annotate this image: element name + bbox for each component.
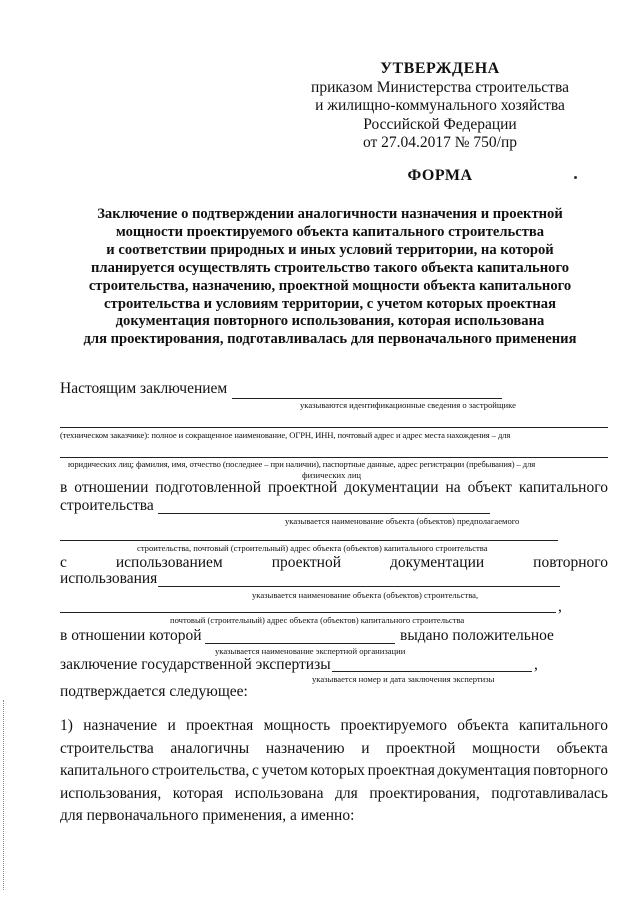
word: подготавливалась [491, 784, 608, 802]
comma: , [534, 656, 538, 673]
approval-line: Российской Федерации [363, 115, 517, 133]
stray-dot [574, 176, 577, 179]
developer-field-line-3[interactable] [60, 457, 608, 458]
paragraph-line [60, 715, 608, 738]
object-field-line-2[interactable] [60, 540, 558, 541]
document-title [60, 206, 600, 349]
hint-reuse: почтовый (строительный) адрес объекта (объектов) капитального строительства [170, 615, 465, 625]
word: отношении [74, 479, 149, 496]
approval-line: и жилищно-коммунального хозяйства [315, 97, 565, 114]
word: и [361, 739, 370, 757]
word: аналогичны [170, 739, 250, 757]
title-line: документация повторного использования, которая использована [115, 313, 545, 330]
word: капитального [60, 762, 150, 779]
word: назначение [83, 717, 158, 734]
scan-edge-marks [3, 700, 6, 890]
paragraph-line [60, 783, 608, 806]
approval-block [300, 60, 580, 153]
word: документации [389, 554, 485, 571]
hint-developer: физических лиц [302, 470, 362, 480]
comma: , [558, 598, 562, 615]
word: с [60, 554, 67, 571]
state-expertise-text: заключение государственной экспертизы [60, 656, 331, 673]
construction-text: строительства [60, 497, 154, 514]
approval-line: от 27.04.2017 № 750/пр [362, 134, 518, 151]
form-label: ФОРМА [407, 167, 473, 184]
word: повторного [533, 554, 608, 571]
word: проектирования, [369, 784, 480, 802]
hint-expertise-number: указывается номер и дата заключения экспертизы [312, 674, 495, 684]
word: подготовленной [155, 479, 262, 496]
word: документации [344, 479, 439, 496]
word: капитального [518, 717, 608, 734]
hint-developer: указываются идентификационные сведения о застройщике [300, 400, 516, 410]
hint-developer: (техническом заказчике): полное и сокращенное наименование, ОГРН, ИНН, почтовый адрес и адрес места нахождения – для [60, 430, 511, 440]
paragraph-line [60, 760, 608, 783]
word: объекта [556, 739, 608, 757]
title-line: и соответствии природных и иных условий территории, на которой [106, 241, 554, 258]
developer-field-line-2[interactable] [60, 427, 608, 428]
reuse-field-line[interactable] [158, 586, 560, 587]
developer-field-line[interactable] [232, 398, 502, 399]
object-field-line[interactable] [158, 513, 490, 514]
word: использования, [60, 784, 162, 802]
expertise-number-field-line[interactable] [332, 671, 532, 672]
word: 1) [60, 717, 73, 734]
regarding-doc-line [60, 479, 608, 497]
title-line: Заключение о подтверждении аналогичности назначения и проектной [97, 206, 563, 222]
word: проектируемого [340, 717, 447, 734]
word: в [60, 479, 68, 496]
word: капитального [518, 479, 608, 496]
word: на [445, 479, 461, 496]
word: мощность [263, 717, 331, 734]
word: назначению [265, 739, 345, 757]
word: строительства [60, 739, 154, 757]
word: мощности [472, 739, 540, 757]
title-line: строительства и условиям территории, с учетом которых проектная [104, 295, 556, 312]
word: объекта [457, 717, 509, 734]
approval-heading: УТВЕРЖДЕНА [380, 60, 500, 77]
expert-org-field-line[interactable] [205, 643, 395, 644]
paragraph-line [60, 738, 608, 761]
word: проектная [367, 762, 435, 779]
title-line: мощности проектируемого объекта капитального строительства [115, 223, 545, 240]
word: которая [172, 784, 224, 802]
item-1-paragraph [60, 715, 608, 828]
word: использованием [115, 554, 223, 571]
intro-text: Настоящим заключением [60, 380, 228, 397]
word: объект [467, 479, 512, 496]
paragraph-line: для первоначального применения, а именно: [60, 807, 355, 824]
regarding-which-text: в отношении которой [60, 627, 202, 644]
confirmed-text: подтверждается следующее: [60, 683, 248, 700]
word: и [167, 717, 176, 734]
word: использована [234, 784, 324, 802]
word: для [335, 784, 358, 802]
word: документация [437, 762, 531, 779]
use-text: использования [60, 570, 158, 587]
approval-line: приказом Министерства строительства [311, 78, 569, 96]
word: которых [310, 762, 365, 779]
title-line: для проектирования, подготавливалась для первоначального применения [83, 331, 577, 348]
reuse-field-line-2[interactable] [60, 612, 556, 613]
word: проектной [386, 739, 456, 757]
title-line: строительства, назначению, проектной мощности объекта капитального [88, 277, 572, 294]
word: проектной [268, 479, 338, 496]
word: повторного [533, 762, 608, 779]
title-line: планируется осуществлять строительство такого объекта капитального [90, 259, 570, 276]
word: учетом [261, 762, 308, 779]
hint-reuse: указывается наименование объекта (объектов) строительства, [252, 590, 479, 600]
hint-object: строительства, почтовый (строительный) адрес объекта (объектов) капитального строительства [137, 543, 488, 553]
issued-positive-text: выдано положительное [400, 627, 554, 644]
word: строительства, [151, 762, 250, 779]
hint-object: указывается наименование объекта (объектов) предполагаемого [285, 516, 520, 526]
word: проектной [271, 554, 342, 571]
word: проектная [186, 717, 254, 734]
hint-developer: юридических лиц; фамилия, имя, отчество (последнее – при наличии), паспортные данные, адрес регистрации (пребывания) – для [68, 459, 536, 469]
hint-expert-org: указывается наименование экспертной организации [215, 646, 406, 656]
word: с [252, 762, 259, 779]
